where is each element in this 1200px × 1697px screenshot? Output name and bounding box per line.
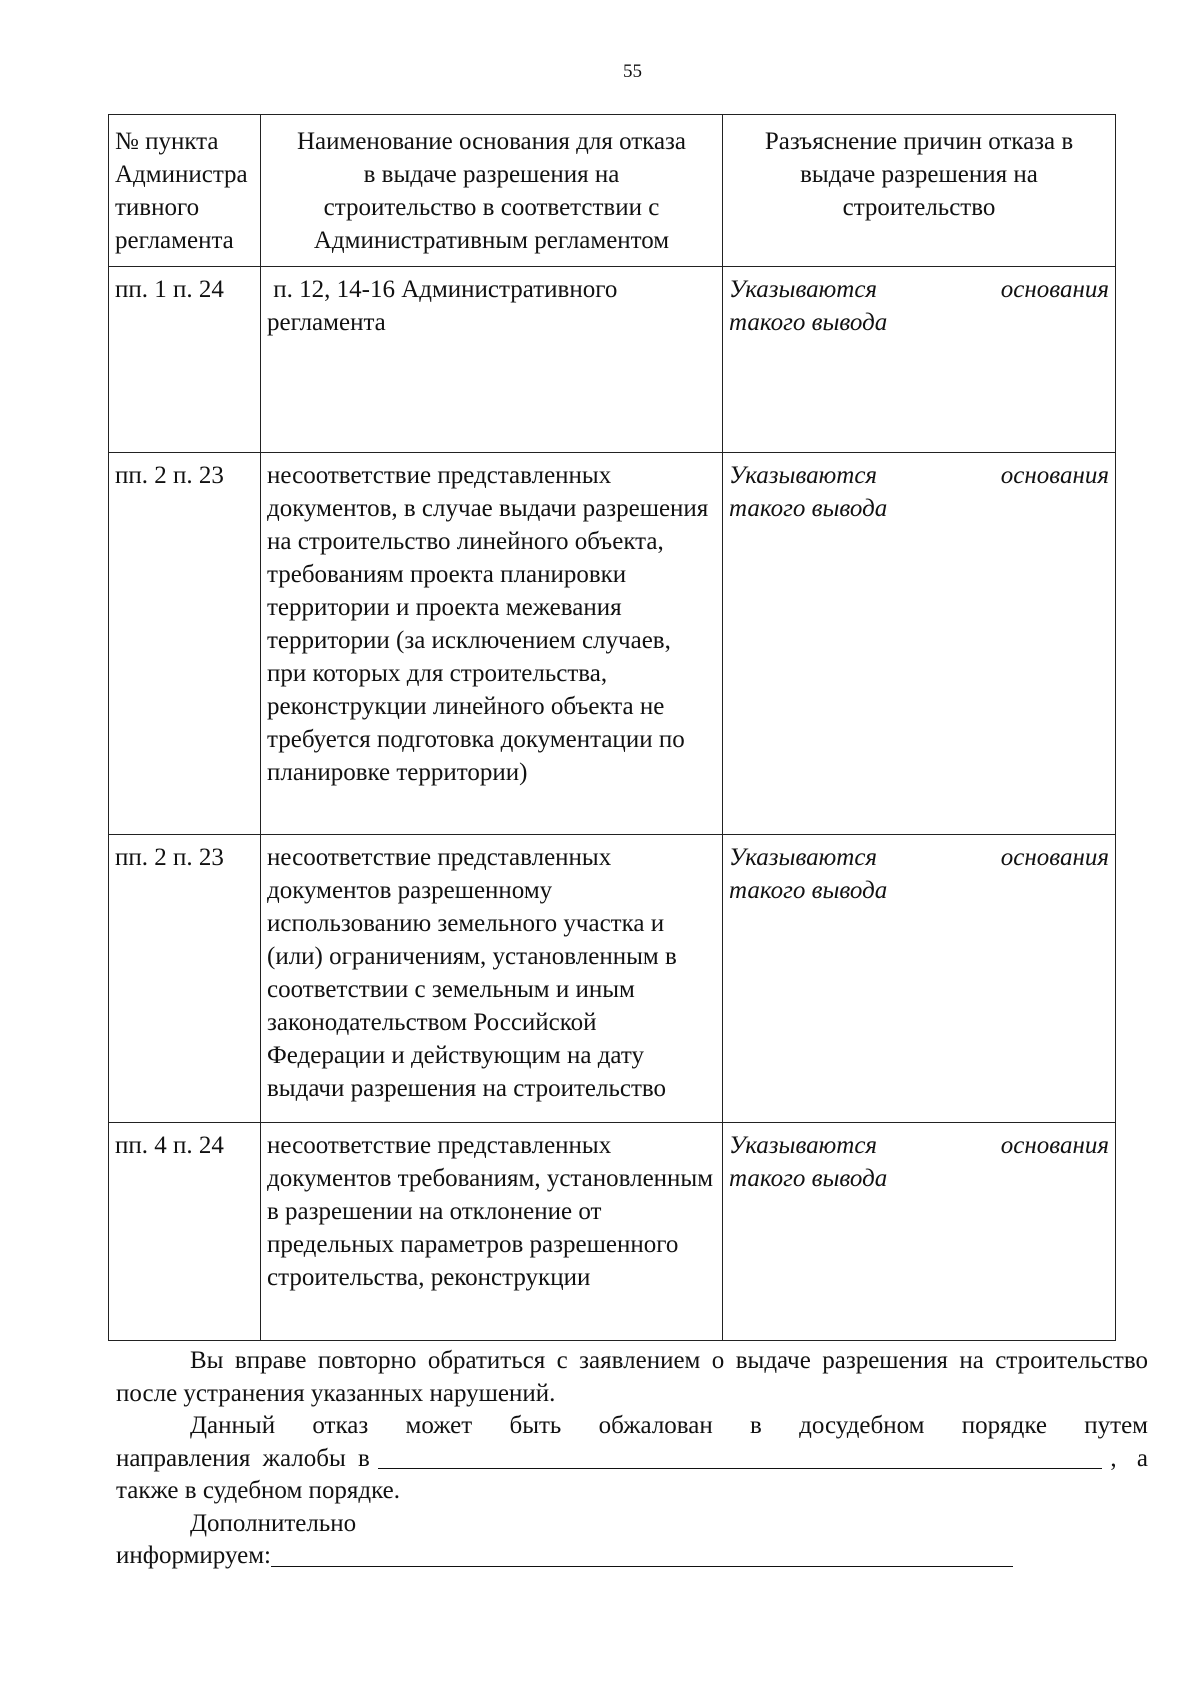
- explain-word: Указываются: [729, 844, 878, 871]
- footer-text: [116, 1345, 1148, 1573]
- appeal-end: также в судебном порядке.: [116, 1477, 400, 1504]
- additional-info-label: Дополнительно: [190, 1509, 357, 1537]
- header-line: строительство в соответствии с: [323, 194, 660, 221]
- appeal-after-blank: , а: [1110, 1444, 1148, 1472]
- header-line: регламента: [115, 227, 234, 254]
- explain-rest: такого вывода: [729, 309, 888, 336]
- row-explanation: [723, 453, 1116, 835]
- row-explanation: [723, 267, 1116, 453]
- row-explanation: [723, 835, 1116, 1123]
- explain-word: Указываются: [729, 1132, 878, 1159]
- table-row: [109, 1123, 1116, 1341]
- header-basis: [261, 115, 723, 267]
- explain-word: Указываются: [729, 462, 878, 489]
- table-row: [109, 267, 1116, 453]
- additional-info-line: [116, 1540, 1148, 1573]
- row-item-number: пп. 1 п. 24: [109, 267, 261, 453]
- header-line: в выдаче разрешения на: [363, 161, 620, 188]
- header-line: Администра: [115, 161, 248, 188]
- resubmit-paragraph: Вы вправе повторно обратиться с заявлением о выдаче разрешения на строительство после устранения указанных нарушений.: [116, 1347, 1148, 1407]
- header-line: Административным регламентом: [313, 227, 670, 254]
- explain-word: основания: [1000, 844, 1109, 871]
- explain-word: Указываются: [729, 276, 878, 303]
- row-basis: п. 12, 14-16 Административного регламента: [261, 267, 723, 453]
- table-row: [109, 453, 1116, 835]
- header-line: строительство: [842, 194, 996, 221]
- header-line: выдаче разрешения на: [800, 161, 1038, 188]
- table-row: [109, 835, 1116, 1123]
- explain-word: основания: [1000, 462, 1109, 489]
- appeal-before-blank: направления жалобы в: [116, 1444, 370, 1472]
- row-item-number: пп. 4 п. 24: [109, 1123, 261, 1341]
- header-line: Разъяснение причин отказа в: [764, 128, 1074, 155]
- explain-word: основания: [1000, 1132, 1109, 1159]
- appeal-line: [116, 1443, 1148, 1476]
- row-basis: несоответствие представленных документов, в случае выдачи разрешения на строительство линейного объекта, требованиям проекта планировки территории и проекта межевания территории (за исключением случаев, при которых для строительства, реконструкции линейного объекта не требуется подготовка документации по планировке территории): [261, 453, 723, 835]
- row-item-number: пп. 2 п. 23: [109, 453, 261, 835]
- inform-label: информируем:: [116, 1542, 271, 1569]
- row-item-number: пп. 2 п. 23: [109, 835, 261, 1123]
- header-explanation: [723, 115, 1116, 267]
- row-basis: несоответствие представленных документов требованиям, установленным в разрешении на отклонение от предельных параметров разрешенного строительства, реконструкции: [261, 1123, 723, 1341]
- refusal-grounds-table: [108, 114, 1116, 1341]
- header-item-number: [109, 115, 261, 267]
- row-explanation: [723, 1123, 1116, 1341]
- row-basis: несоответствие представленных документов разрешенному использованию земельного участка и (или) ограничениям, установленным в соответствии с земельным и иным законодательством Российской Федерации и действующим на дату выдачи разрешения на строительство: [261, 835, 723, 1123]
- explain-rest: такого вывода: [729, 495, 888, 522]
- table-header-row: [109, 115, 1116, 267]
- header-line: Наименование основания для отказа: [296, 128, 687, 155]
- appeal-blank-field[interactable]: [378, 1467, 1103, 1469]
- additional-info-blank-field[interactable]: [271, 1565, 1013, 1567]
- header-line: № пункта: [115, 128, 219, 155]
- explain-rest: такого вывода: [729, 1165, 888, 1192]
- header-line: тивного: [115, 194, 200, 221]
- explain-rest: такого вывода: [729, 877, 888, 904]
- page-number: 55: [623, 61, 642, 82]
- explain-word: основания: [1000, 276, 1109, 303]
- appeal-paragraph-start: Данный отказ может быть обжалован в досудебном порядке путем: [190, 1412, 1148, 1439]
